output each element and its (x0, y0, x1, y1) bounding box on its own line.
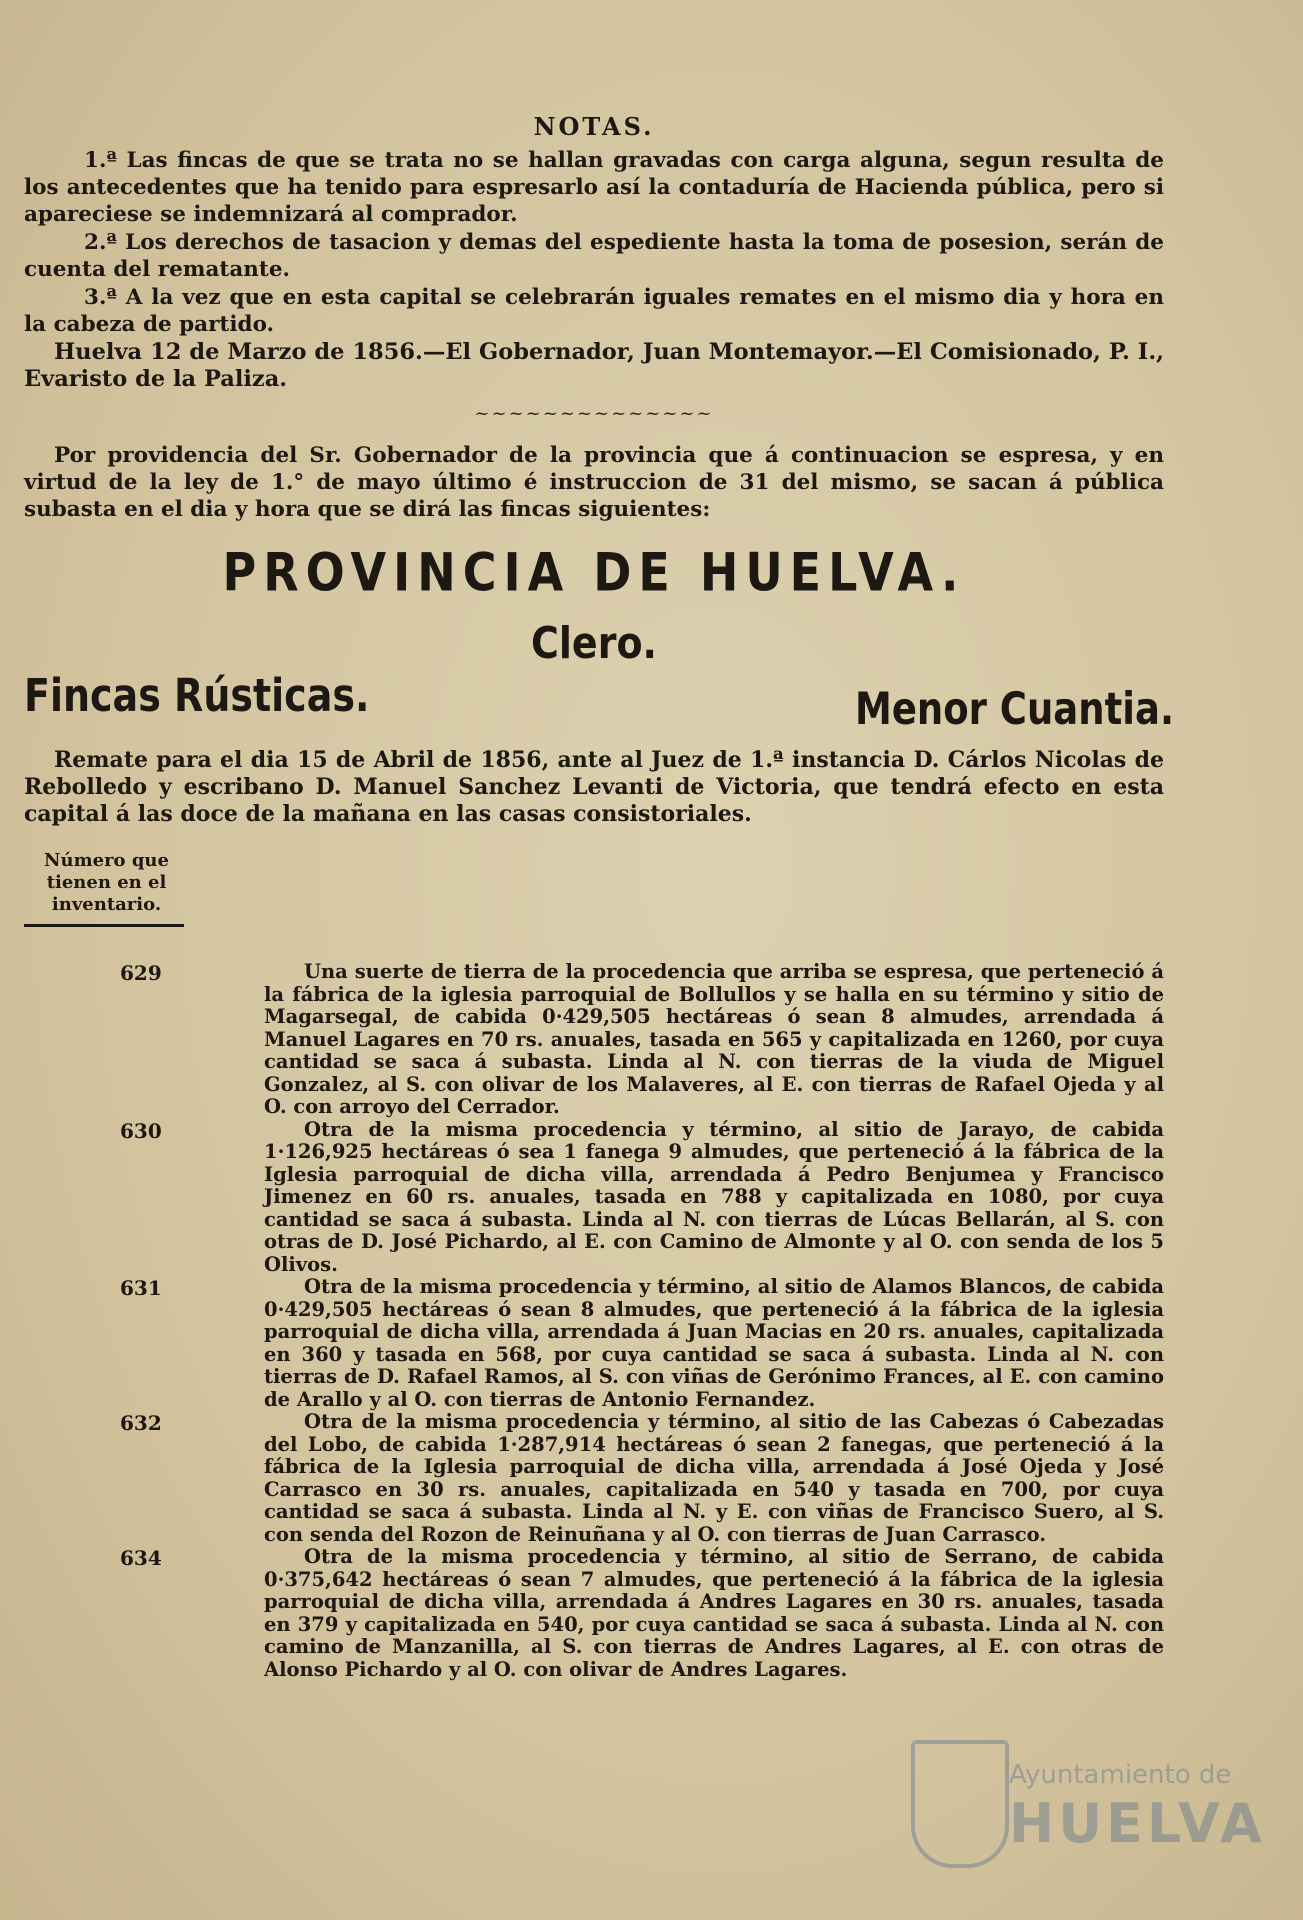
province-heading: PROVINCIA DE HUELVA. (222, 540, 966, 604)
list-item (24, 1119, 1164, 1277)
entry-text: Otra de la misma procedencia y término, al sitio de Alamos Blancos, de cabida 0·429,505 hectáreas ó sean 8 almudes, que perteneció á la fábrica de la iglesia parroquial de dicha villa, arrendada á Juan Macias en 20 rs. anuales, capitalizada en 360 y tasada en 568, por cuya cantidad se saca á subasta. Linda al N. con tierras de D. Rafael Ramos, al S. con viñas de Gerónimo Frances, al E. con camino de Arallo y al O. con tierras de Antonio Fernandez. (264, 1275, 1164, 1411)
entry-text: Otra de la misma procedencia y término, al sitio de Serrano, de cabida 0·375,642 hectáreas ó sean 7 almudes, que perteneció á la fábrica de la iglesia parroquial de dicha villa, arrendada á Andres Lagares en 30 rs. anuales, tasada en 379 y capitalizada en 540, por cuya cantidad se saca á subasta. Linda al N. con camino de Manzanilla, al S. con tierras de Andres Lagares, al E. con otras de Alonso Pichardo y al O. con olivar de Andres Lagares. (264, 1545, 1164, 1681)
inventory-rule (24, 924, 184, 927)
fincas-heading: Fincas Rústicas. (24, 669, 370, 722)
nota-text: Las fincas de que se trata no se hallan gravadas con carga alguna, segun resulta de los antecedentes que ha tenido para espresarlo así la contaduría de Hacienda pública, pero si apareciese se indemnizará al comprador. (24, 148, 1164, 227)
inventory-number: 634 (120, 1546, 162, 1570)
nota-text: A la vez que en esta capital se celebrarán iguales remates en el mismo dia y hora en la cabeza de partido. (24, 285, 1164, 337)
document-content (24, 112, 1174, 1681)
nota-text: Los derechos de tasacion y demas del espediente hasta la toma de posesion, serán de cuenta del rematante. (24, 230, 1164, 282)
inventory-number: 629 (120, 961, 162, 985)
list-item (24, 1411, 1164, 1546)
list-item (24, 1546, 1164, 1681)
intro-paragraph: Por providencia del Sr. Gobernador de la provincia que á continuacion se espresa, y en virtud de la ley de 1.° de mayo último é instruccion de 31 del mismo, se sacan á pública subasta en el dia y hora que se dirá las fincas siguientes: (24, 443, 1164, 522)
section-headings (24, 669, 1174, 735)
remate-paragraph: Remate para el dia 15 de Abril de 1856, ante al Juez de 1.ª instancia D. Cárlos Nicolas de Rebolledo y escribano D. Manuel Sanchez Levanti de Victoria, que tendrá efecto en esta capital á las doce de la mañana en las casas consistoriales. (24, 747, 1164, 827)
nota-lead: 2.ª (84, 230, 117, 255)
watermark-logo (911, 1730, 1266, 1880)
inventory-number: 631 (120, 1276, 162, 1300)
signature: Huelva 12 de Marzo de 1856.—El Gobernador, Juan Montemayor.—El Comisionado, P. I., Evaristo de la Paliza. (24, 339, 1164, 392)
nota-2 (24, 229, 1164, 283)
entry-text: Otra de la misma procedencia y término, al sitio de Jarayo, de cabida 1·126,925 hectáreas ó sea 1 fanega 9 almudes, que perteneció á la fábrica de la Iglesia parroquial de dicha villa, arrendada á Pedro Benjumea y Francisco Jimenez en 60 rs. anuales, tasada en 788 y capitalizada en 1080, por cuya cantidad se saca á subasta. Linda al N. con tierras de Lúcas Bellarán, al S. con otras de D. José Pichardo, al E. con Camino de Almonte y al O. con senda de los 5 Olivos. (264, 1117, 1164, 1276)
list-item (24, 1276, 1164, 1411)
nota-1 (24, 147, 1164, 228)
entry-text: Una suerte de tierra de la procedencia que arriba se espresa, que perteneció á la fábrica de la iglesia parroquial de Bollullos y se halla en su término y sitio de Magarsegal, de cabida 0·429,505 hectáreas ó sean 8 almudes, arrendada á Manuel Lagares en 70 rs. anuales, tasada en 565 y capitalizada en 1260, por cuya cantidad se saca á subasta. Linda al N. con tierras de la viuda de Miguel Gonzalez, al S. con olivar de los Malaveres, al E. con tierras de Rafael Ojeda y al O. con arroyo del Cerrador. (264, 960, 1164, 1118)
inventory-number: 630 (120, 1118, 162, 1143)
entry-text: Otra de la misma procedencia y término, al sitio de las Cabezas ó Cabezadas del Lobo, de cabida 1·287,914 hectáreas ó sean 2 fanegas, que perteneció á la fábrica de la Iglesia parroquial de dicha villa, arrendada á José Ojeda y José Carrasco en 30 rs. anuales, capitalizada en 540 y tasada en 700, por cuya cantidad se saca á subasta. Linda al N. y E. con viñas de Francisco Suero, al S. con senda del Rozon de Reinuñana y al O. con tierras de Juan Carrasco. (264, 1410, 1164, 1546)
notas-title: NOTAS. (533, 112, 655, 141)
menor-heading: Menor Cuantia. (855, 683, 1174, 735)
inventory-header: Número que tienen en el inventario. (44, 850, 169, 915)
watermark-small-text: Ayuntamiento de (1009, 1760, 1232, 1790)
ornament-divider: ~~~~~~~~~~~~~~ (474, 403, 714, 424)
nota-lead: 3.ª (84, 285, 117, 310)
nota-3 (24, 284, 1164, 338)
watermark-big-text: HUELVA (1009, 1792, 1266, 1855)
shield-icon (911, 1740, 1009, 1868)
list-item (24, 961, 1164, 1119)
inventory-number: 632 (120, 1411, 162, 1435)
clero-heading: Clero. (531, 617, 657, 669)
nota-lead: 1.ª (84, 148, 117, 173)
